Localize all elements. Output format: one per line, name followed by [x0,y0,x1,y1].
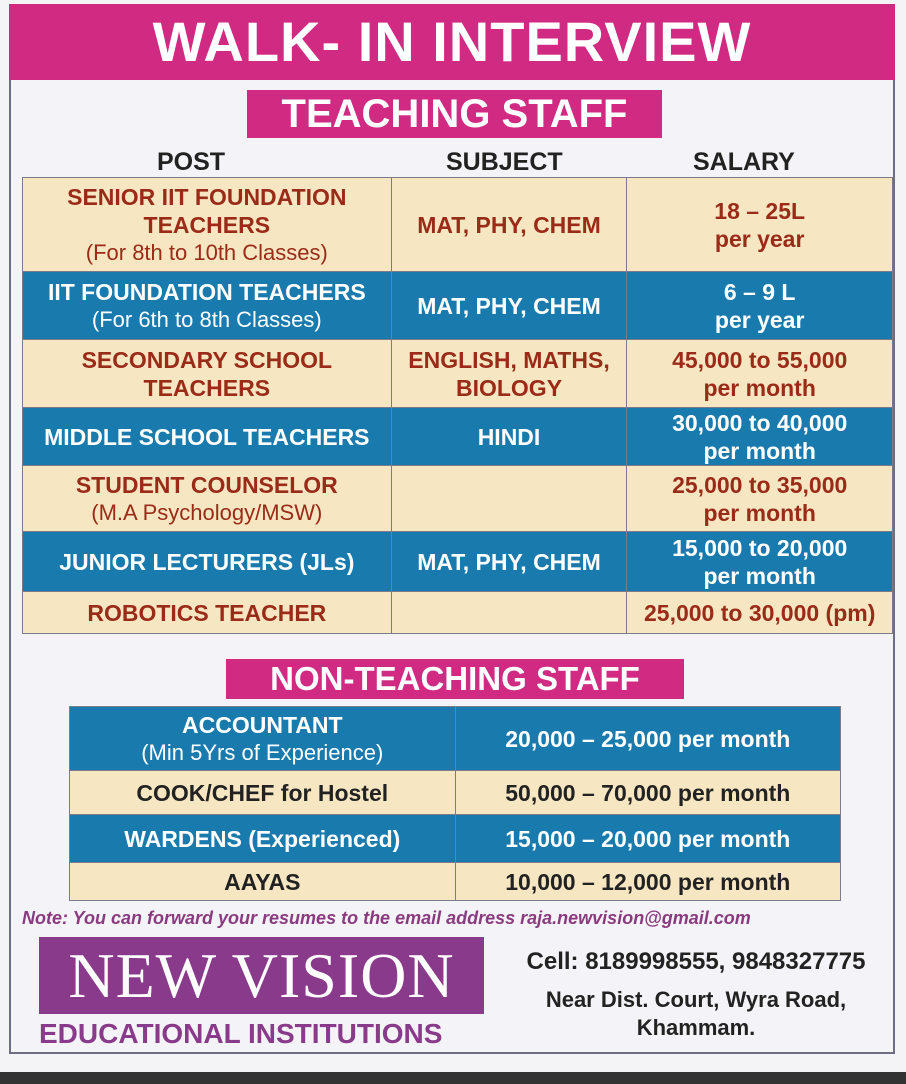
subject-cell [391,408,627,466]
post-text: MIDDLE SCHOOL TEACHERS [44,423,370,450]
new-vision-logo: NEW VISION [39,937,484,1014]
salary-text: 25,000 to 30,000 (pm) [643,599,876,626]
non-teaching-staff-label: NON-TEACHING STAFF [226,659,684,699]
bottom-bar [0,1072,906,1084]
subject-text: ENGLISH, MATHS, BIOLOGY [408,346,610,401]
post-text: IIT FOUNDATION TEACHERS [47,278,366,305]
salary-cell [627,592,893,634]
teaching-row [23,592,893,634]
subject-cell [391,272,627,340]
teaching-row [23,272,893,340]
teaching-staff-label: TEACHING STAFF [247,90,662,138]
post-text: ROBOTICS TEACHER [87,599,327,626]
post-cell [70,815,456,863]
subject-cell [391,466,627,532]
post-cell [23,592,392,634]
post-cell [70,707,456,771]
salary-cell [627,408,893,466]
non-teaching-row [70,863,841,901]
salary-cell [455,815,840,863]
post-subtext: (M.A Psychology/MSW) [91,499,323,525]
salary-text: 45,000 to 55,000 [672,346,848,373]
post-cell [23,178,392,272]
salary-subtext: per month [703,437,816,464]
teaching-row [23,466,893,532]
salary-text: 25,000 to 35,000 [672,471,848,498]
col-head-subject: SUBJECT [446,148,563,176]
salary-text: 6 – 9 L [723,278,796,305]
non-teaching-row [70,815,841,863]
contact-cell: Cell: 8189998555, 9848327775 [526,948,866,975]
salary-cell [455,707,840,771]
salary-subtext: per year [714,306,805,333]
salary-cell [455,863,840,901]
salary-cell [627,272,893,340]
salary-text: 18 – 25L [714,197,806,224]
salary-text: 20,000 – 25,000 per month [505,725,791,752]
salary-cell [627,466,893,532]
salary-cell [627,532,893,592]
post-subtext: (For 8th to 10th Classes) [85,239,328,265]
salary-text: 10,000 – 12,000 per month [505,868,791,895]
col-head-salary: SALARY [693,148,795,176]
post-text: WARDENS (Experienced) [124,825,401,852]
post-cell [23,532,392,592]
post-cell [70,863,456,901]
address-line-1: Near Dist. Court, Wyra Road, [545,987,847,1012]
post-cell [23,408,392,466]
teaching-row [23,408,893,466]
subject-cell [391,592,627,634]
subject-cell [391,340,627,408]
resume-note: Note: You can forward your resumes to the email address raja.newvision@gmail.com [22,908,751,928]
institution-subtitle: EDUCATIONAL INSTITUTIONS [39,1018,443,1049]
salary-text: 15,000 – 20,000 per month [505,825,791,852]
salary-text: 30,000 to 40,000 [672,409,848,436]
post-text: SENIOR IIT FOUNDATION TEACHERS [67,183,347,238]
salary-text: 50,000 – 70,000 per month [505,779,791,806]
subject-text: MAT, PHY, CHEM [417,548,601,575]
post-text: SECONDARY SCHOOL TEACHERS [81,346,333,401]
post-cell [70,771,456,815]
teaching-row [23,178,893,272]
non-teaching-staff-table [69,706,841,901]
salary-subtext: per month [703,499,816,526]
walk-in-banner: WALK- IN INTERVIEW [9,4,895,80]
teaching-row [23,532,893,592]
post-text: ACCOUNTANT [182,711,343,738]
salary-subtext: per month [703,374,816,401]
salary-cell [627,340,893,408]
subject-cell [391,532,627,592]
salary-cell [455,771,840,815]
non-teaching-row [70,707,841,771]
non-teaching-row [70,771,841,815]
teaching-row [23,340,893,408]
post-text: COOK/CHEF for Hostel [136,779,389,806]
subject-text: HINDI [477,423,541,450]
post-subtext: (Min 5Yrs of Experience) [141,739,384,765]
col-head-post: POST [157,148,226,176]
subject-cell [391,178,627,272]
address-line-2: Khammam. [636,1015,756,1040]
post-subtext: (For 6th to 8th Classes) [91,306,322,332]
post-text: STUDENT COUNSELOR [75,471,338,498]
subject-text: MAT, PHY, CHEM [417,211,601,238]
post-cell [23,272,392,340]
subject-text: MAT, PHY, CHEM [417,292,601,319]
post-cell [23,340,392,408]
post-text: JUNIOR LECTURERS (JLs) [59,548,355,575]
salary-subtext: per month [703,562,816,589]
post-cell [23,466,392,532]
salary-cell [627,178,893,272]
salary-subtext: per year [714,225,805,252]
teaching-staff-table [22,177,893,634]
salary-text: 15,000 to 20,000 [672,534,848,561]
post-text: AAYAS [224,868,301,895]
